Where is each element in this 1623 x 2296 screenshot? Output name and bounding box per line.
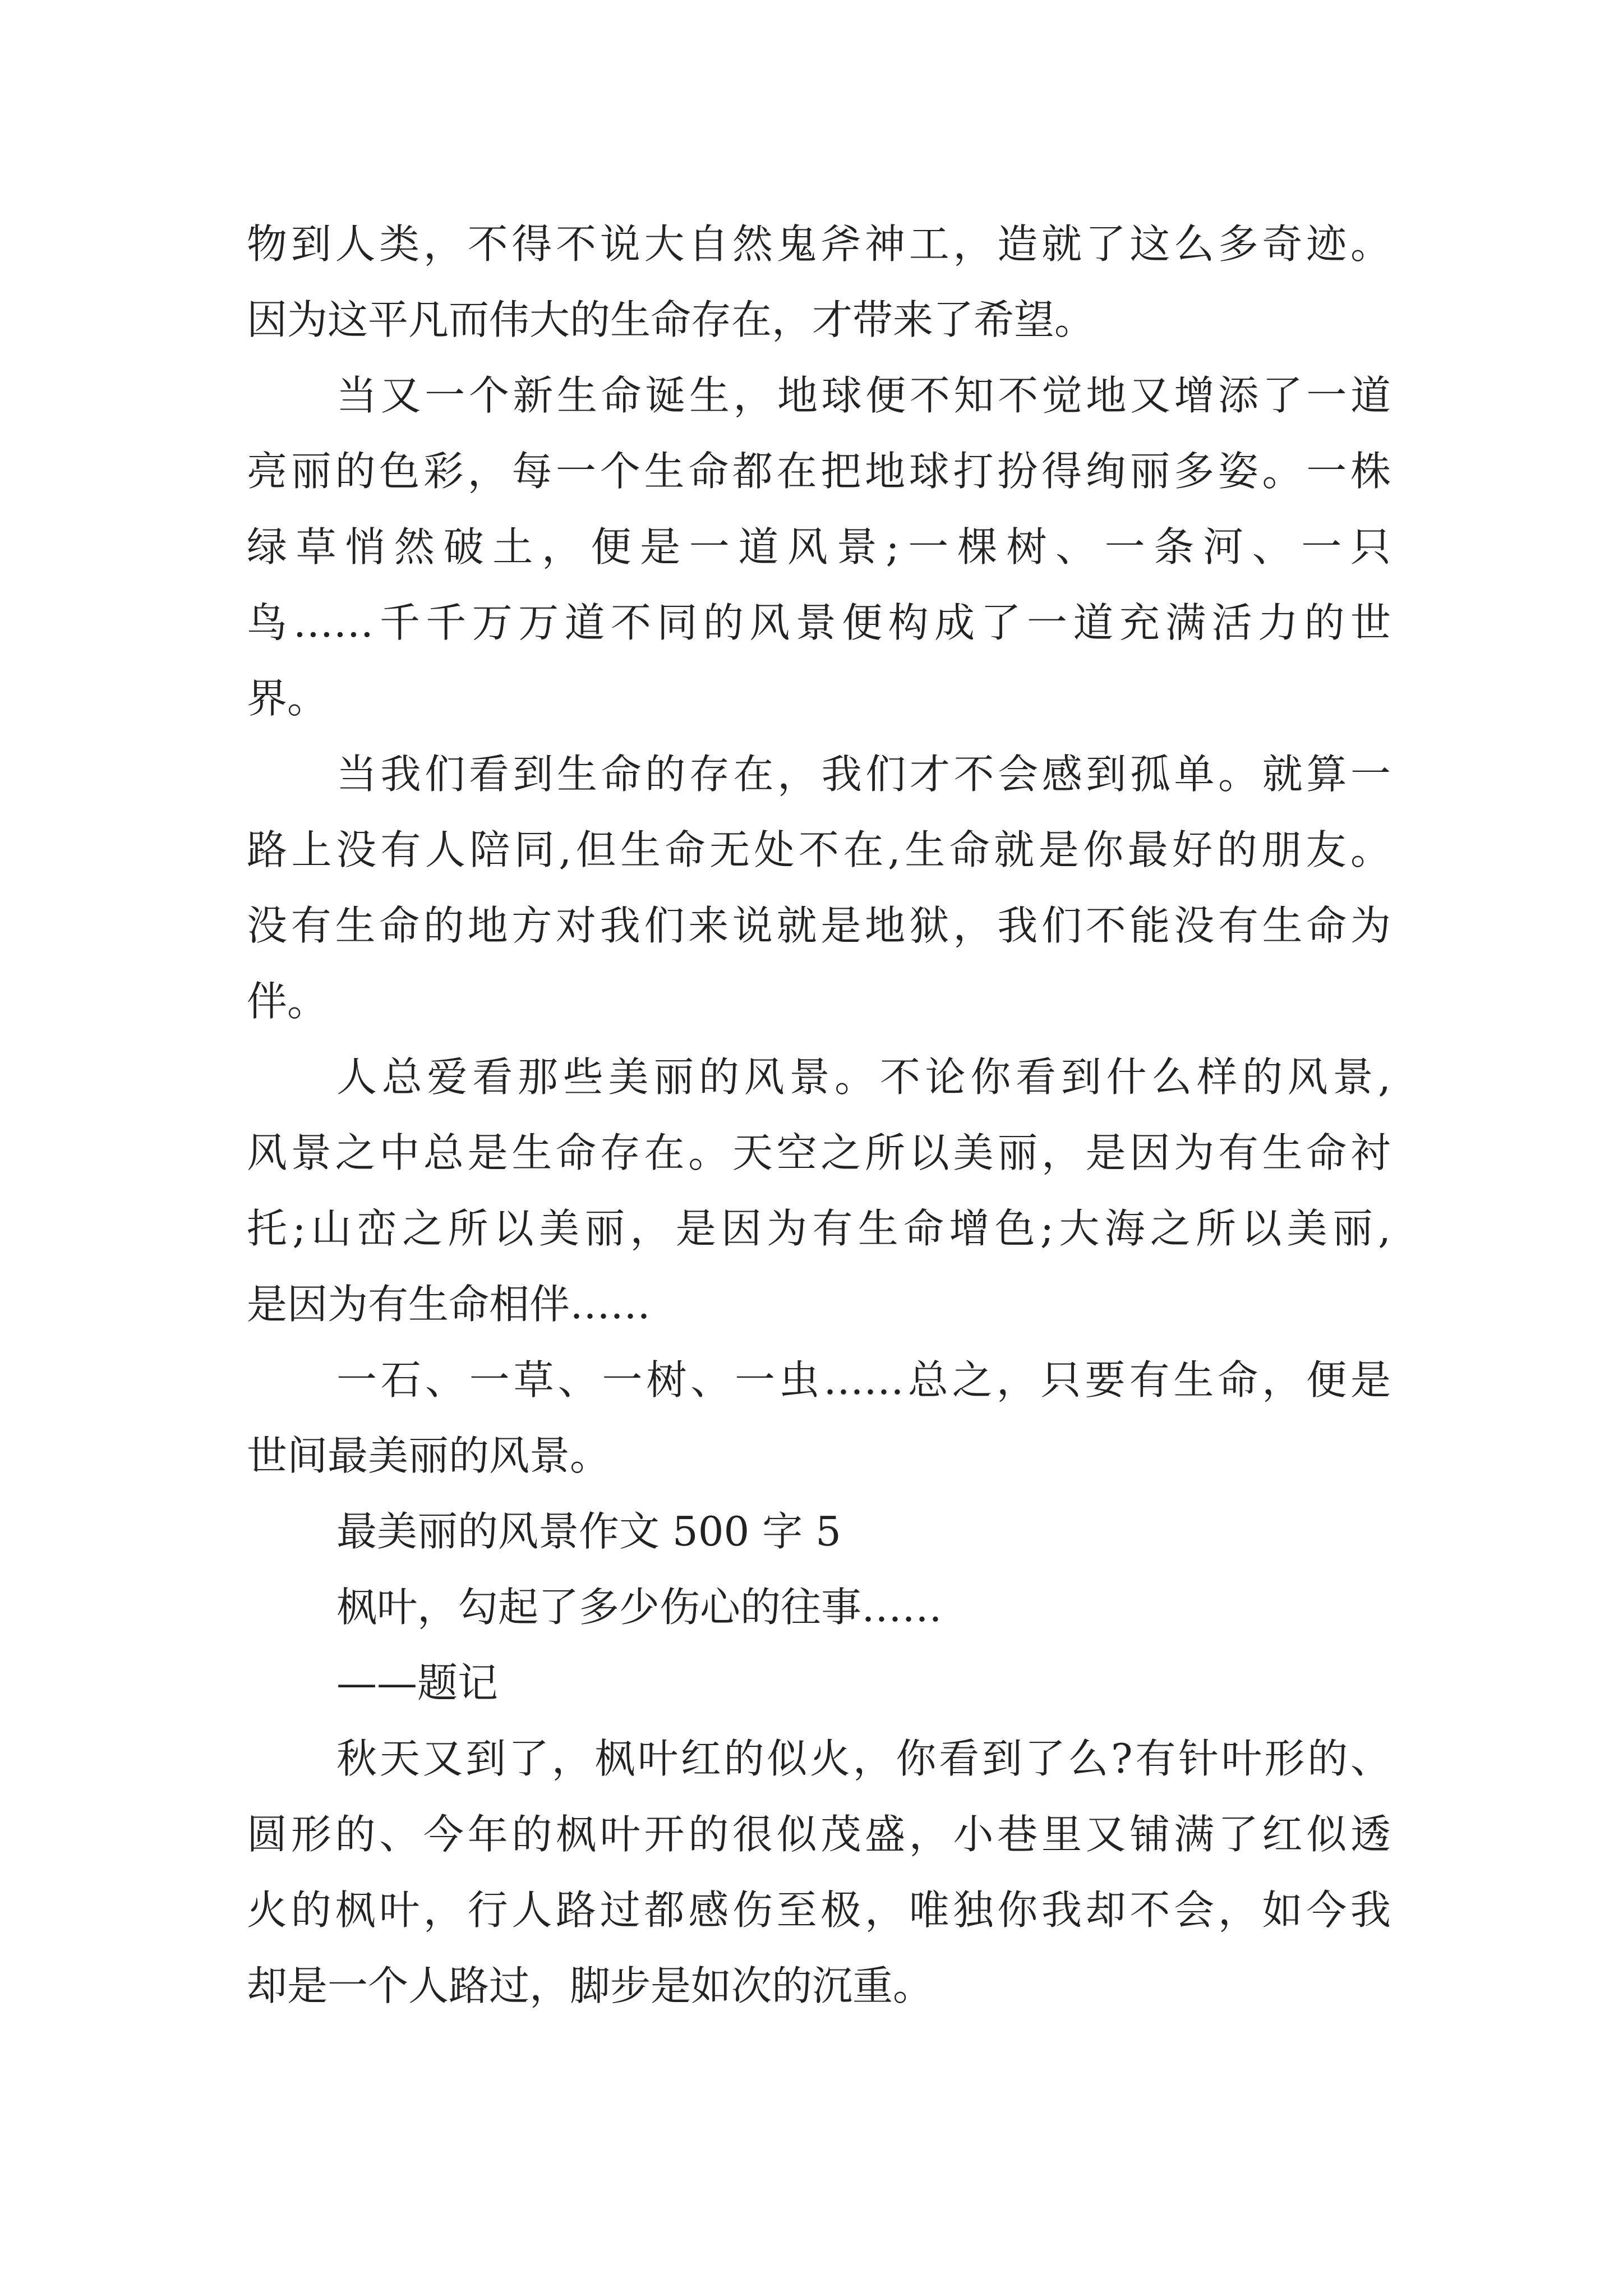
text-line: ——题记 <box>336 1659 499 1706</box>
text-line: 却是一个人路过，脚步是如次的沉重。 <box>247 1962 934 2009</box>
text-line: 绿草悄然破土，便是一道风景;一棵树、一条河、一只 <box>247 523 1391 570</box>
text-line: 风景之中总是生命存在。天空之所以美丽，是因为有生命衬 <box>247 1129 1391 1176</box>
text-line: 当我们看到生命的存在，我们才不会感到孤单。就算一 <box>336 751 1391 798</box>
text-line: 一石、一草、一树、一虫……总之，只要有生命，便是 <box>336 1356 1391 1404</box>
text-line: 秋天又到了，枫叶红的似火，你看到了么?有针叶形的、 <box>336 1735 1391 1782</box>
text-line: 因为这平凡而伟大的生命存在，才带来了希望。 <box>247 296 1095 343</box>
text-line: 鸟……千千万万道不同的风景便构成了一道充满活力的世 <box>247 599 1391 646</box>
text-line: 伴。 <box>247 978 328 1025</box>
section-heading: 最美丽的风景作文 500 字 5 <box>336 1508 841 1555</box>
text-line: 托;山峦之所以美丽，是因为有生命增色;大海之所以美丽, <box>247 1205 1391 1252</box>
text-line: 物到人类，不得不说大自然鬼斧神工，造就了这么多奇迹。 <box>247 220 1391 268</box>
text-line: 枫叶，勾起了多少伤心的往事…… <box>336 1584 943 1631</box>
text-line: 是因为有生命相伴…… <box>247 1281 651 1328</box>
text-line: 亮丽的色彩，每一个生命都在把地球打扮得绚丽多姿。一株 <box>247 448 1391 495</box>
text-line: 路上没有人陪同,但生命无处不在,生命就是你最好的朋友。 <box>247 826 1391 873</box>
text-line: 火的枫叶，行人路过都感伤至极，唯独你我却不会，如今我 <box>247 1887 1391 1934</box>
text-line: 世间最美丽的风景。 <box>247 1432 611 1479</box>
text-line: 人总爱看那些美丽的风景。不论你看到什么样的风景, <box>336 1053 1391 1101</box>
text-line: 当又一个新生命诞生，地球便不知不觉地又增添了一道 <box>336 372 1391 419</box>
text-line: 没有生命的地方对我们来说就是地狱，我们不能没有生命为 <box>247 902 1391 949</box>
text-line: 界。 <box>247 675 328 722</box>
text-line: 圆形的、今年的枫叶开的很似茂盛，小巷里又铺满了红似透 <box>247 1811 1391 1858</box>
